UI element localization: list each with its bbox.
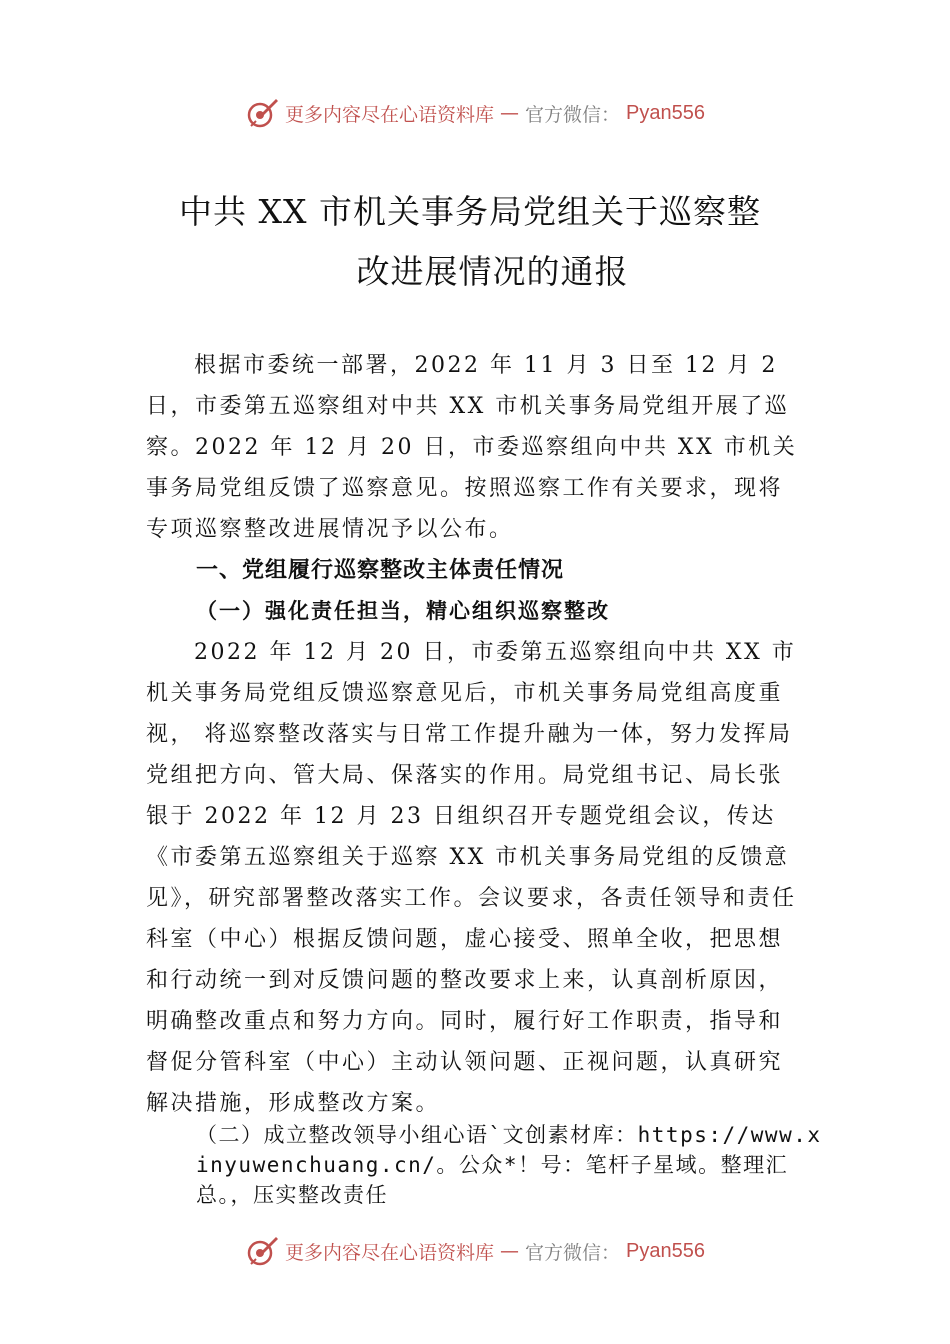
document-body xyxy=(146,345,806,1124)
watermark-id: Pyan556 xyxy=(626,101,705,124)
watermark-brand: 更多内容尽在心语资料库 xyxy=(285,103,495,126)
subsection-1-heading: （一）强化责任担当，精心组织巡察整改 xyxy=(196,599,610,623)
section-1-heading: 一、党组履行巡察整改主体责任情况 xyxy=(196,558,565,583)
header-watermark xyxy=(0,96,950,130)
watermark-id: Pyan556 xyxy=(626,1239,705,1262)
watermark-brand: 更多内容尽在心语资料库 xyxy=(285,1241,495,1264)
title-line-2: 改进展情况的通报 xyxy=(356,252,629,291)
pen-seal-icon xyxy=(245,1234,279,1268)
pen-seal-icon xyxy=(245,96,279,130)
watermark-separator: — xyxy=(500,1240,520,1262)
watermark-label: 官方微信： xyxy=(525,103,621,126)
subsection-1-body: 2022 年 12 月 20 日，市委第五巡察组向中共 XX 市机关事务局党组反馈巡察意见后，市机关事务局党组高度重视， 将巡察整改落实与日常工作提升融为一体，努力发挥局党组把方向、管大局、保落实的作用。局党组书记、局长张银于 2022 年 12 月 23 日组织召开专题党组会议，传达《市委第五巡察组关于巡察 XX 市机关事务局党组的反馈意见》，研究部署整改落实工作。会议要求，各责任领导和责任科室（中心）根据反馈问题，虚心接受、照单全收，把思想和行动统一到对反馈问题的整改要求上来，认真剖析原因，明确整改重点和努力方向。同时，履行好工作职责，指导和督促分管科室（中心）主动认领问题、正视问题，认真研究解决措施，形成整改方案。 xyxy=(146,640,797,1116)
intro-paragraph: 根据市委统一部署，2022 年 11 月 3 日至 12 月 2 日，市委第五巡察组对中共 XX 市机关事务局党组开展了巡察。2022 年 12 月 20 日，市委巡察组向中共 XX 市机关事务局党组反馈了巡察意见。按照巡察工作有关要求，现将专项巡察整改进展情况予以公布。 xyxy=(146,353,798,542)
subsection-2-heading: （二）成立整改领导小组心语`文创素材库：https://www.xinyuwenchuang.cn/。公众*！号：笔杆子星域。整理汇总。，压实整改责任 xyxy=(196,1123,822,1207)
footer-watermark xyxy=(0,1234,950,1268)
watermark-label: 官方微信： xyxy=(525,1241,621,1264)
title-line-1: 中共 XX 市机关事务局党组关于巡察整 xyxy=(179,192,761,231)
watermark-separator: — xyxy=(500,102,520,124)
document-title xyxy=(0,182,950,302)
